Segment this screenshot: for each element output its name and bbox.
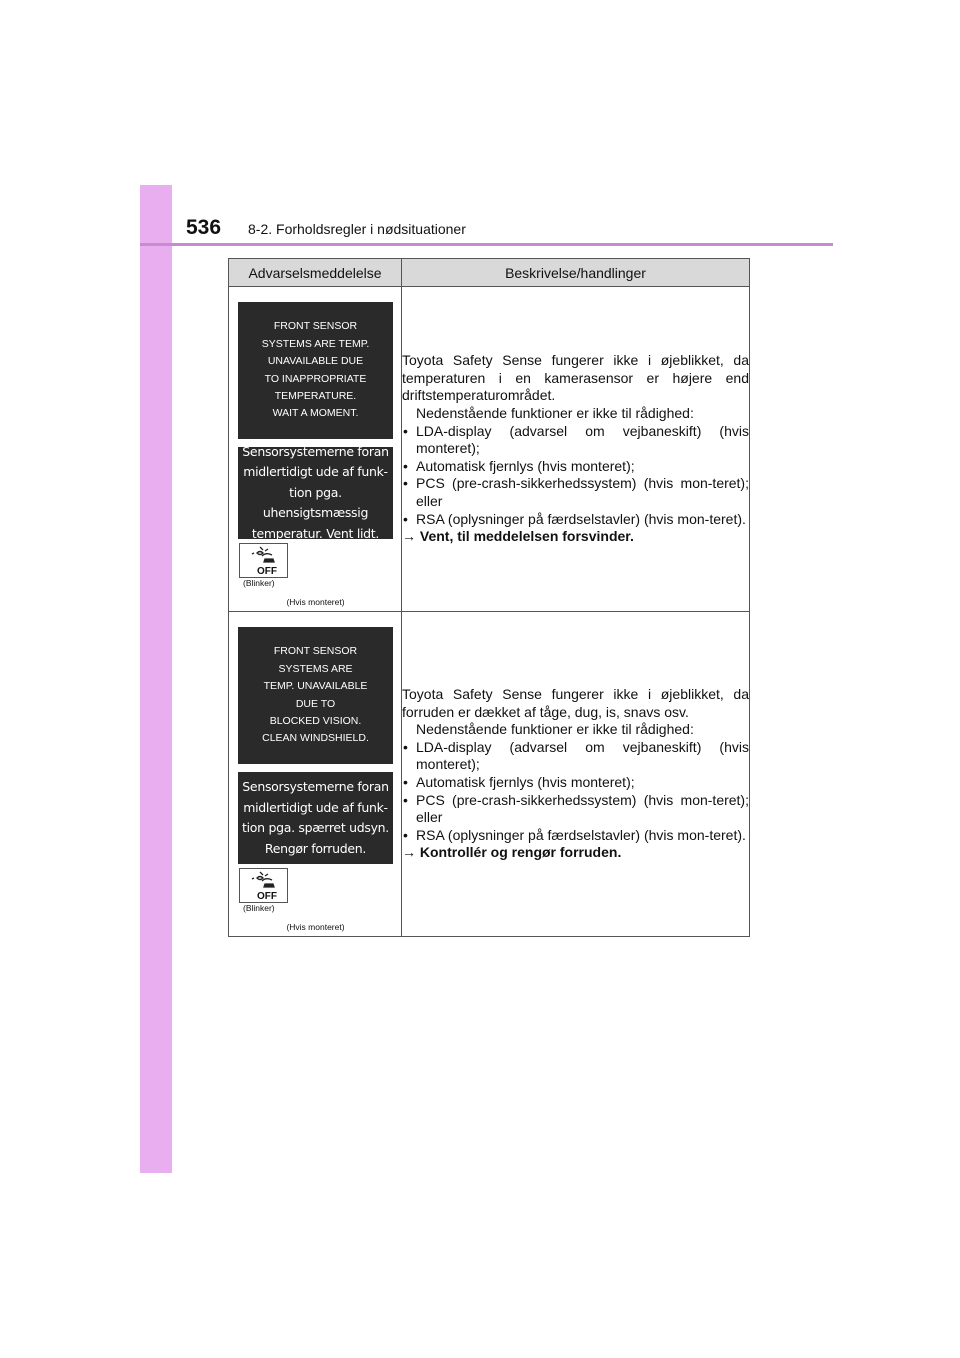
svg-text:OFF: OFF: [257, 891, 277, 902]
pcs-off-indicator-icon: [239, 543, 288, 578]
list-item: • RSA (oplysninger på færdselstavler) (hvis mon-teret).: [402, 511, 749, 529]
page-number: 536: [186, 216, 222, 239]
chapter-side-tab: [140, 185, 172, 1173]
message-cell: [229, 287, 402, 612]
table-row: [229, 612, 750, 937]
svg-text:OFF: OFF: [257, 566, 277, 577]
list-item: • PCS (pre-crash-sikkerhedssystem) (hvis mon-teret); eller: [402, 792, 749, 827]
unavailable-functions-list: [402, 739, 749, 845]
table-row: [229, 287, 750, 612]
multi-info-display-english: FRONT SENSOR SYSTEMS ARE TEMP. UNAVAILABLE DUE TO INAPPROPRIATE TEMPERATURE. WAIT A MOMENT.: [238, 302, 393, 439]
fitted-label: (Hvis monteret): [286, 597, 345, 607]
description-cell: [402, 287, 750, 612]
warning-message-table: [228, 258, 750, 937]
description-intro: Toyota Safety Sense fungerer ikke i øjeblikket, da temperaturen i en kamerasensor er højere end driftstemperaturområdet.: [402, 352, 749, 404]
action-instruction: → Vent, til meddelelsen forsvinder.: [402, 528, 634, 545]
list-item: • Automatisk fjernlys (hvis monteret);: [402, 774, 749, 792]
pcs-off-indicator-icon: [239, 868, 288, 903]
unavailable-functions-list: [402, 423, 749, 529]
description-cell: [402, 612, 750, 937]
multi-info-display-english: FRONT SENSOR SYSTEMS ARE TEMP. UNAVAILABLE DUE TO BLOCKED VISION. CLEAN WINDSHIELD.: [238, 627, 393, 764]
list-item: • RSA (oplysninger på færdselstavler) (hvis mon-teret).: [402, 827, 749, 845]
list-item: • LDA-display (advarsel om vejbaneskift) (hvis monteret);: [402, 739, 749, 774]
column-header-description: Beskrivelse/handlinger: [402, 259, 750, 287]
description-intro: Toyota Safety Sense fungerer ikke i øjeblikket, da forruden er dækket af tåge, dug, is, snavs osv.: [402, 686, 749, 720]
list-item: • Automatisk fjernlys (hvis monteret);: [402, 458, 749, 476]
section-title: 8-2. Forholdsregler i nødsituationer: [248, 221, 466, 237]
message-cell: [229, 612, 402, 937]
arrow-icon: →: [402, 844, 416, 861]
blinker-label: (Blinker): [243, 578, 275, 588]
action-instruction: → Kontrollér og rengør forruden.: [402, 844, 622, 861]
fitted-label: (Hvis monteret): [286, 922, 345, 932]
table-header-row: [229, 259, 750, 287]
multi-info-display-danish: Sensorsystemerne foran midlertidigt ude af funk- tion pga. uhensigtsmæssig temperatur. Vent lidt.: [238, 447, 393, 539]
description-sub: Nedenstående funktioner er ikke til rådighed:: [416, 405, 694, 422]
list-item: • PCS (pre-crash-sikkerhedssystem) (hvis mon-teret); eller: [402, 475, 749, 510]
description-sub: Nedenstående funktioner er ikke til rådighed:: [416, 721, 694, 738]
column-header-message: Advarselsmeddelelse: [229, 259, 402, 287]
header-rule: [140, 243, 833, 246]
multi-info-display-danish: Sensorsystemerne foran midlertidigt ude af funk- tion pga. spærret udsyn. Rengør forruden.: [238, 772, 393, 864]
list-item: • LDA-display (advarsel om vejbaneskift) (hvis monteret);: [402, 423, 749, 458]
blinker-label: (Blinker): [243, 903, 275, 913]
arrow-icon: →: [402, 528, 416, 545]
